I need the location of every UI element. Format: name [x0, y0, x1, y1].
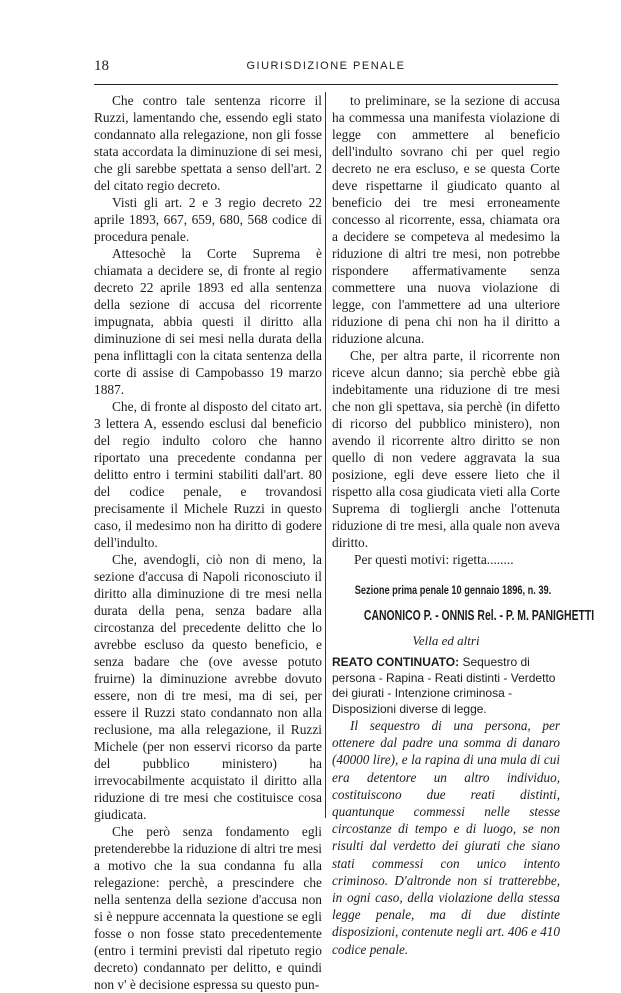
section-date-line: Sezione prima penale 10 gennaio 1896, n. 39. — [354, 585, 552, 597]
paragraph: Che contro tale sentenza ricorre il Ruzzi, lamentando che, essendo egli stato condannato alla relegazione, non gli fosse stata accordata la diminuzione di sei mesi, che gli sarebbe spettata a senso dell'art. 2 del citato regio decreto. — [94, 93, 322, 193]
left-column — [94, 92, 322, 993]
subject-label: REATO CONTINUATO: — [332, 655, 460, 669]
right-column — [332, 92, 595, 958]
paragraph: Visti gli art. 2 e 3 regio decreto 22 aprile 1893, 667, 659, 680, 568 codice di procedura penale. — [94, 195, 322, 244]
subject-text: Sequestro di persona - Rapina - Reati distinti - Verdetto dei giurati - Intenzione criminosa - Disposizioni diverse di legge. — [332, 655, 556, 716]
parties-line: Vella ed altri — [412, 633, 480, 648]
paragraph: Che, di fronte al disposto del citato art. 3 lettera A, essendo esclusi dal beneficio del regio indulto coloro che hanno riportato una precedente condanna per delitto entro i termini stabiliti dall'art. 80 del codice penale, e trovandosi precisamente il Michele Ruzzi in questo caso, il medesimo non ha diritto di godere dell'indulto. — [94, 399, 322, 550]
closing-formula: Per questi motivi: rigetta........ — [354, 552, 514, 567]
column-divider — [325, 92, 326, 818]
paragraph: Che, avendogli, ciò non di meno, la sezione d'accusa di Napoli riconosciuto il diritto alla diminuzione di tre mesi nella durata della pena, senza badare alla circostanza del precedente delitto che lo avrebbe escluso da questo beneficio, e senza badare che (ove avesse potuto fruirne) la diminuzione avrebbe dovuto essere, non di tre mesi, ma di sei, per essere il Ruzzi stato condannato non alla reclusione, ma alla relegazione, il Ruzzi Michele (per non esservi ricorso da parte del pubblico ministero) ha irrevocabilmente acquistato il diritto alla riduzione di tre mesi che costituisce cosa giudicata. — [94, 552, 322, 822]
page-header — [94, 58, 558, 80]
paragraph: Che, per altra parte, il ricorrente non riceve alcun danno; sia perchè ebbe già indebitamente una riduzione di tre mesi che non gli spettava, sia perchè (in difetto di ricorso del pubblico ministero), non avendo il ricorrente altro diritto se non quello di non vedere aggravata la sua posizione, egli deve essere lieto che il rispetto alla cosa giudicata vieti alla Corte Suprema di togliergli anche l'ottenuta riduzione di tre mesi, alla quale non aveva diritto. — [332, 348, 560, 550]
running-title: GIURISDIZIONE PENALE — [246, 60, 406, 72]
paragraph: to preliminare, se la sezione di accusa ha commessa una manifesta violazione di legge con ammettere al beneficio dell'indulto sovrano chi per quel regio decreto ne era escluso, e se questa Corte deve rispettarne il giudicato quanto al beneficio dei tre mesi erroneamente concesso al ricorrente, essa, chiamata ora a decidere se competeva al medesimo la riduzione di altri tre mesi, non potrebbe rispondere affermativamente senza commettere una nuova violazione di legge, con l'ammettere ad una ulteriore riduzione di pena chi non ha il diritto a riduzione alcuna. — [332, 93, 560, 346]
case-heading — [332, 582, 595, 958]
paragraph: Attesochè la Corte Suprema è chiamata a decidere se, di fronte al regio decreto 22 aprile 1893 ed alla sentenza della sezione di accusa del ricorrente impugnata, abbia questi il diritto alla diminuzione di sei mesi nella durata della pena inflittagli con la citata sentenza della corte di assise di Campobasso 19 marzo 1887. — [94, 246, 322, 397]
headnote: Il sequestro di una persona, per ottenere dal padre una somma di danaro (40000 lire), e la rapina di una mula di cui era detentore un altro individuo, costituiscono due reati distinti, quantunque commessi nelle stesse circostanze di tempo e di luogo, se non risulti dal verdetto dei giurati che siano stati commessi con unico intento criminoso. D'altronde non si tratterebbe, in ogni caso, della violazione della stessa legge penale, ma di due distinte disposizioni, contenute negli art. 406 e 410 codice penale. — [332, 718, 560, 957]
header-rule — [94, 84, 558, 85]
page-number: 18 — [94, 58, 109, 74]
judges-line: CANONICO P. - ONNIS Rel. - P. M. PANIGHETTI — [363, 608, 595, 624]
subject-summary — [332, 655, 560, 717]
paragraph: Che però senza fondamento egli pretenderebbe la riduzione di altri tre mesi a motivo che la sua condanna fu alla relegazione: perchè, a prescindere che nella sentenza della sezione d'accusa non si è neppure accennata la questione se egli fosse o non fosse stato precedentemente (entro i termini previsti dal ripetuto regio decreto) condannato per delitto, e quindi non v' è decisione espressa su questo pun- — [94, 824, 322, 992]
